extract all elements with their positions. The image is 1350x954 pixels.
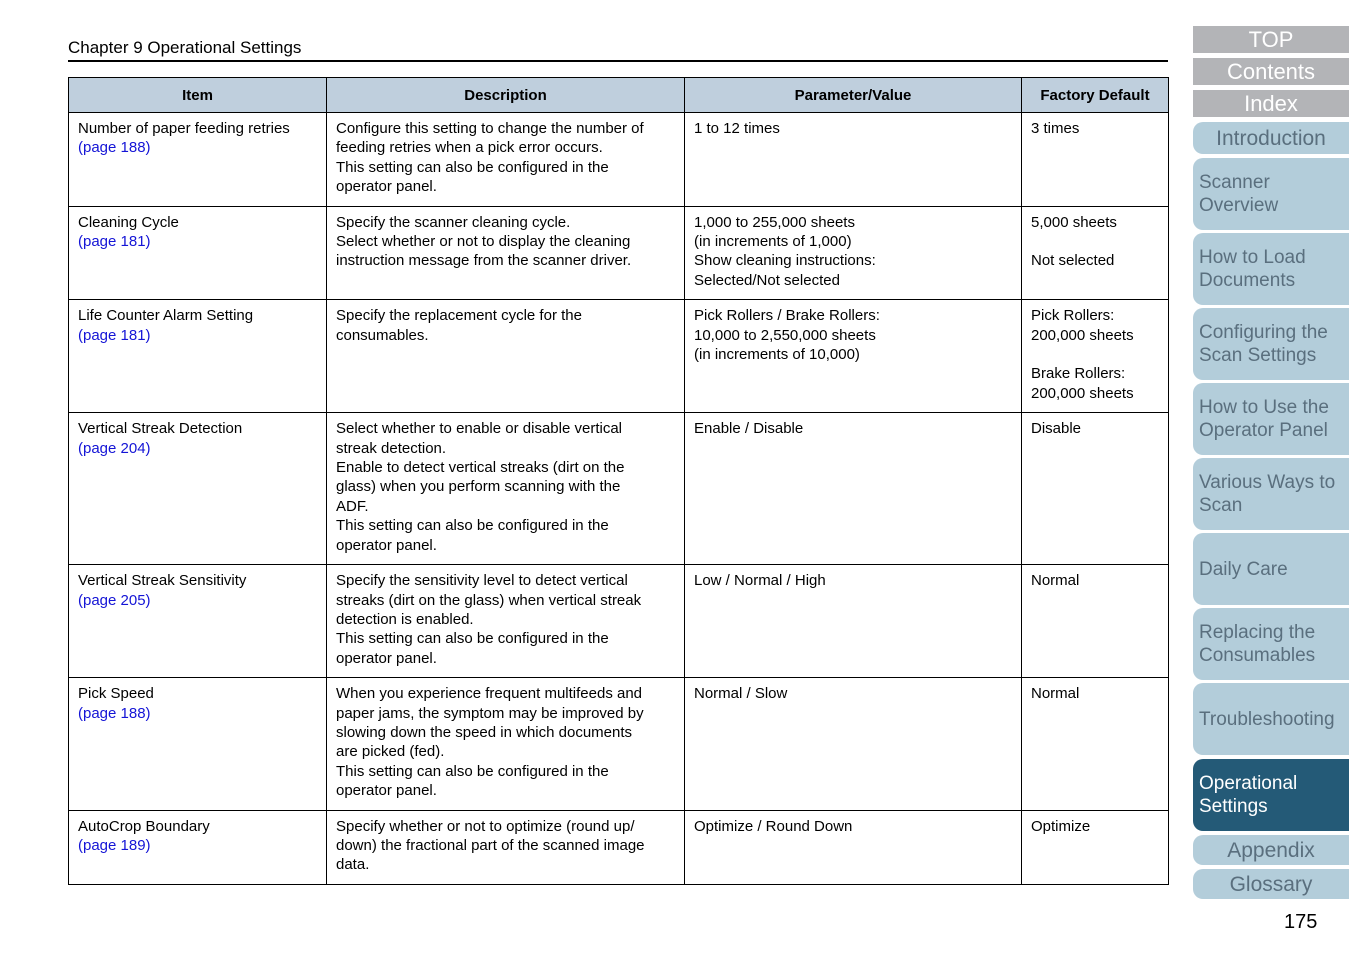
cell-text-line: 200,000 sheets [1031, 384, 1134, 402]
page-reference-link[interactable]: (page 205) [78, 591, 151, 609]
parameter-cell [685, 113, 1022, 207]
nav-tab-introduction[interactable]: Introduction [1193, 122, 1349, 154]
nav-contents-button[interactable]: Contents [1193, 58, 1349, 85]
item-cell [69, 678, 327, 810]
cell-text-line: Enable / Disable [694, 420, 804, 438]
page-reference-link[interactable]: (page 188) [78, 704, 151, 722]
cell-text-line: down) the fractional part of the scanned image [336, 836, 645, 854]
page-reference-link[interactable]: (page 188) [78, 139, 151, 157]
nav-tab-daily-care[interactable]: Daily Care [1193, 533, 1349, 605]
table-row [69, 300, 1169, 413]
column-header-description: Description [327, 78, 685, 113]
cell-text-line: 3 times [1031, 120, 1080, 137]
nav-tab-various-ways-to-scan[interactable]: Various Ways to Scan [1193, 458, 1349, 530]
description-cell [327, 810, 685, 884]
description-cell [327, 206, 685, 300]
cell-text-line: streaks (dirt on the glass) when vertical streak [336, 591, 642, 609]
cell-text-line: slowing down the speed in which documents [336, 723, 633, 741]
cell-text-line: operator panel. [336, 649, 437, 667]
table-row [69, 413, 1169, 565]
parameter-cell [685, 300, 1022, 413]
cell-text-line: operator panel. [336, 178, 437, 196]
default-cell [1022, 678, 1169, 810]
table-row [69, 113, 1169, 207]
header-rule [68, 60, 1168, 62]
table-row [69, 810, 1169, 884]
default-cell [1022, 565, 1169, 678]
cell-text-line: Not selected [1031, 252, 1115, 270]
cell-text-line: Specify the replacement cycle for the [336, 307, 582, 325]
cell-text-line: are picked (fed). [336, 743, 445, 761]
cell-text-line: 10,000 to 2,550,000 sheets [694, 326, 876, 344]
cell-text-line: This setting can also be configured in the [336, 158, 609, 176]
cell-text-line: detection is enabled. [336, 610, 474, 628]
default-cell [1022, 113, 1169, 207]
parameter-cell [685, 413, 1022, 565]
nav-tab-how-to-use-the-operator-panel[interactable]: How to Use the Operator Panel [1193, 383, 1349, 455]
cell-text-line: feeding retries when a pick error occurs. [336, 139, 603, 157]
default-cell [1022, 300, 1169, 413]
parameter-cell [685, 206, 1022, 300]
item-cell [69, 810, 327, 884]
cell-text-line: streak detection. [336, 439, 447, 457]
page-number: 175 [1284, 911, 1318, 933]
cell-text-line: 1,000 to 255,000 sheets [694, 213, 855, 231]
item-cell [69, 300, 327, 413]
cell-text-line: paper jams, the symptom may be improved by [336, 704, 644, 722]
cell-text-line: Optimize / Round Down [694, 817, 853, 835]
default-cell [1022, 413, 1169, 565]
cell-text-line: When you experience frequent multifeeds and [336, 685, 643, 703]
parameter-cell [685, 565, 1022, 678]
cell-text-line: operator panel. [336, 536, 437, 554]
cell-text-line: Select whether to enable or disable vertical [336, 420, 622, 438]
cell-text-line: Specify the scanner cleaning cycle. [336, 213, 571, 231]
page-reference-link[interactable]: (page 204) [78, 439, 151, 457]
cell-text-line: Optimize [1031, 817, 1091, 835]
page-reference-link[interactable]: (page 189) [78, 836, 151, 854]
item-cell [69, 565, 327, 678]
cell-text-line: Normal / Slow [694, 685, 788, 703]
nav-tab-replacing-the-consumables[interactable]: Replacing the Consumables [1193, 608, 1349, 680]
item-cell [69, 113, 327, 207]
cell-text-line: instruction message from the scanner driver. [336, 252, 632, 270]
item-name: Number of paper feeding retries [78, 120, 290, 137]
cell-text-line: (in increments of 10,000) [694, 346, 860, 364]
table-header-row [69, 78, 1169, 113]
table-row [69, 206, 1169, 300]
cell-text-line: Pick Rollers / Brake Rollers: [694, 307, 880, 325]
page-reference-link[interactable]: (page 181) [78, 233, 151, 251]
default-cell [1022, 206, 1169, 300]
parameter-cell [685, 678, 1022, 810]
blank-line [1031, 345, 1159, 364]
cell-text-line: ADF. [336, 497, 369, 515]
column-header-parameter: Parameter/Value [685, 78, 1022, 113]
cell-text-line: Normal [1031, 685, 1080, 703]
cell-text-line: Specify the sensitivity level to detect vertical [336, 572, 628, 590]
parameter-cell [685, 810, 1022, 884]
nav-tab-configuring-the-scan-settings[interactable]: Configuring the Scan Settings [1193, 308, 1349, 380]
nav-tab-scanner-overview[interactable]: Scanner Overview [1193, 158, 1349, 230]
cell-text-line: Pick Rollers: [1031, 307, 1115, 325]
settings-table [68, 77, 1169, 885]
nav-tab-appendix[interactable]: Appendix [1193, 835, 1349, 865]
cell-text-line: Low / Normal / High [694, 572, 826, 590]
cell-text-line: Specify whether or not to optimize (round up/ [336, 817, 635, 835]
cell-text-line: Show cleaning instructions: [694, 252, 876, 270]
column-header-default: Factory Default [1022, 78, 1169, 113]
cell-text-line: Normal [1031, 572, 1080, 590]
cell-text-line: Select whether or not to display the cleaning [336, 233, 631, 251]
cell-text-line: operator panel. [336, 782, 437, 800]
cell-text-line: consumables. [336, 326, 429, 344]
cell-text-line: 200,000 sheets [1031, 326, 1134, 344]
cell-text-line: data. [336, 856, 370, 874]
chapter-title: Chapter 9 Operational Settings [68, 38, 302, 57]
table-row [69, 678, 1169, 810]
page-reference-link[interactable]: (page 181) [78, 326, 151, 344]
cell-text-line: 1 to 12 times [694, 120, 780, 137]
nav-tab-how-to-load-documents[interactable]: How to Load Documents [1193, 233, 1349, 305]
cell-text-line: This setting can also be configured in the [336, 630, 609, 648]
item-name: AutoCrop Boundary [78, 817, 210, 835]
item-name: Pick Speed [78, 685, 154, 703]
cell-text-line: 5,000 sheets [1031, 213, 1117, 231]
item-name: Life Counter Alarm Setting [78, 307, 254, 325]
nav-tab-glossary[interactable]: Glossary [1193, 869, 1349, 899]
item-cell [69, 206, 327, 300]
item-name: Vertical Streak Sensitivity [78, 572, 247, 590]
description-cell [327, 565, 685, 678]
default-cell [1022, 810, 1169, 884]
cell-text-line: Enable to detect vertical streaks (dirt on the [336, 459, 625, 477]
cell-text-line: Selected/Not selected [694, 271, 840, 289]
item-cell [69, 413, 327, 565]
item-name: Vertical Streak Detection [78, 420, 243, 438]
column-header-item: Item [69, 78, 327, 113]
nav-tab-operational-settings[interactable]: Operational Settings [1193, 759, 1349, 831]
cell-text-line: Configure this setting to change the number of [336, 120, 644, 137]
blank-line [1031, 232, 1159, 251]
cell-text-line: Disable [1031, 420, 1082, 438]
cell-text-line: (in increments of 1,000) [694, 233, 852, 251]
cell-text-line: Brake Rollers: [1031, 365, 1126, 383]
description-cell [327, 300, 685, 413]
description-cell [327, 413, 685, 565]
item-name: Cleaning Cycle [78, 213, 179, 231]
nav-tab-troubleshooting[interactable]: Troubleshooting [1193, 683, 1349, 755]
description-cell [327, 113, 685, 207]
nav-top-button[interactable]: TOP [1193, 26, 1349, 53]
table-row [69, 565, 1169, 678]
cell-text-line: This setting can also be configured in the [336, 517, 609, 535]
cell-text-line: This setting can also be configured in the [336, 762, 609, 780]
nav-index-button[interactable]: Index [1193, 90, 1349, 117]
cell-text-line: glass) when you perform scanning with the [336, 478, 621, 496]
description-cell [327, 678, 685, 810]
